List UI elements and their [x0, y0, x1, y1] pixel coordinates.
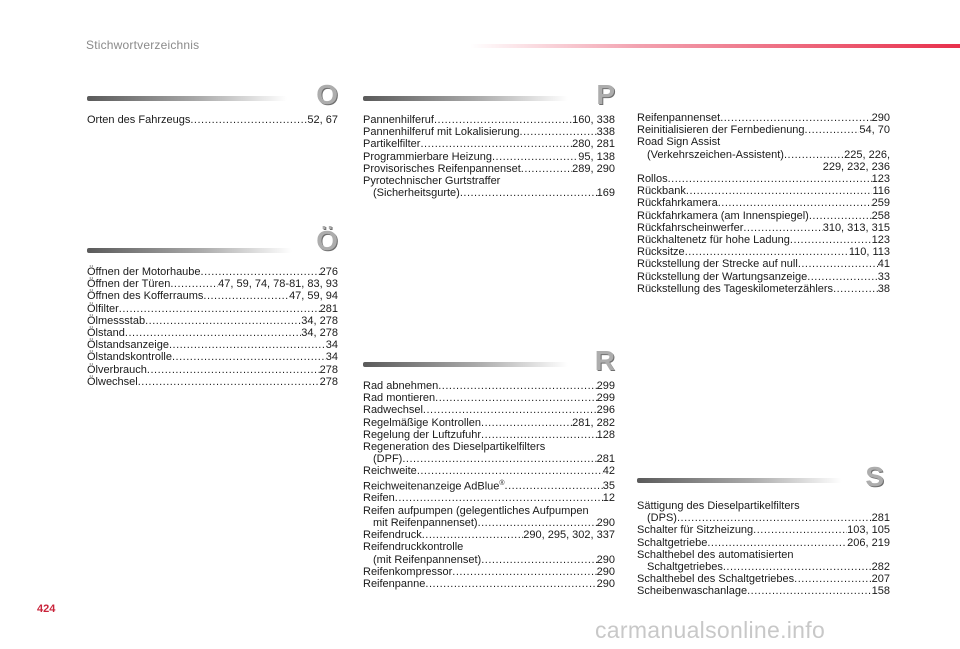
index-entry[interactable]: Pannenhilferuf ..... 160, 338: [363, 114, 615, 126]
index-entry[interactable]: Schalter für Sitzheizung ..... 103, 105: [637, 524, 890, 536]
index-entry[interactable]: Sättigung des Dieselpartikelfilters (DPS) ..... 281: [637, 500, 890, 524]
index-entry[interactable]: Rückstellung der Wartungsanzeige ..... 33: [637, 271, 890, 283]
index-entry[interactable]: Rückstellung des Tageskilometerzählers ..... 38: [637, 283, 890, 295]
index-list: [637, 500, 890, 598]
index-entry[interactable]: Reifenpanne ..... 290: [363, 578, 615, 590]
index-entry[interactable]: Pannenhilferuf mit Lokalisierung ..... 338: [363, 126, 615, 138]
section-divider: [363, 362, 568, 367]
section-divider: [87, 248, 292, 253]
section-divider: [637, 478, 842, 483]
header-accent-bar: [470, 44, 960, 48]
section-o: [87, 79, 338, 126]
index-entry[interactable]: Regelmäßige Kontrollen ..... 281, 282: [363, 417, 615, 429]
index-list: [363, 114, 615, 199]
index-entry[interactable]: Öffnen der Motorhaube ..... 276: [87, 266, 338, 278]
index-entry[interactable]: Reichweitenanzeige AdBlue® ..... 35: [363, 478, 615, 493]
index-list: [363, 380, 615, 590]
index-entry[interactable]: Reifendruck ..... 290, 295, 302, 337: [363, 529, 615, 541]
section-divider: [87, 96, 287, 101]
index-entry[interactable]: Ölfilter ..... 281: [87, 303, 338, 315]
index-entry[interactable]: Öffnen der Türen ..... 47, 59, 74, 78-81, 83, 93: [87, 278, 338, 290]
index-entry[interactable]: Ölstandsanzeige ..... 34: [87, 339, 338, 351]
section-oe: [87, 225, 338, 388]
index-entry[interactable]: Schalthebel des Schaltgetriebes ..... 207: [637, 573, 890, 585]
section-divider: [363, 96, 568, 101]
index-entry[interactable]: Rückfahrkamera (am Innenspiegel) ..... 258: [637, 210, 890, 222]
index-entry[interactable]: Ölmessstab ..... 34, 278: [87, 315, 338, 327]
section-letter: O: [316, 79, 338, 110]
index-entry[interactable]: Öffnen des Kofferraums ..... 47, 59, 94: [87, 290, 338, 302]
index-entry[interactable]: Scheibenwaschanlage ..... 158: [637, 585, 890, 597]
section-letter: P: [596, 79, 615, 110]
index-entry[interactable]: Partikelfilter ..... 280, 281: [363, 138, 615, 150]
index-entry[interactable]: Reifenpannenset ..... 290: [637, 112, 890, 124]
index-entry[interactable]: Rückhaltenetz für hohe Ladung ..... 123: [637, 234, 890, 246]
index-entry[interactable]: Schaltgetriebe ..... 206, 219: [637, 537, 890, 549]
index-entry[interactable]: Ölwechsel ..... 278: [87, 376, 338, 388]
index-entry[interactable]: Rollos ..... 123: [637, 173, 890, 185]
page-header-title: Stichwortverzeichnis: [86, 38, 200, 52]
section-header: [363, 345, 615, 380]
index-list: [87, 266, 338, 388]
section-header: [637, 461, 890, 496]
section-p: [363, 79, 615, 200]
index-entry[interactable]: Programmierbare Heizung ..... 95, 138: [363, 151, 615, 163]
section-letter: Ö: [316, 225, 338, 256]
index-entry[interactable]: Reifen ..... 12: [363, 492, 615, 504]
section-r-continued: [637, 112, 890, 295]
index-entry[interactable]: Rückstellung der Strecke auf null ..... 41: [637, 258, 890, 270]
index-entry[interactable]: Ölstand ..... 34, 278: [87, 327, 338, 339]
index-entry[interactable]: Regeneration des Dieselpartikelfilters (DPF) ..... 281: [363, 441, 615, 465]
index-entry[interactable]: Reifen aufpumpen (gelegentliches Aufpumpen mit Reifenpannenset) ..... 290: [363, 505, 615, 529]
page-number: 424: [37, 603, 56, 615]
index-entry[interactable]: Pyrotechnischer Gurtstraffer (Sicherheitsgurte) ..... 169: [363, 175, 615, 199]
index-entry[interactable]: Rücksitze ..... 110, 113: [637, 246, 890, 258]
index-entry[interactable]: Road Sign Assist (Verkehrszeichen-Assistent) ..... 225, 226, 229, 232, 236: [637, 136, 890, 173]
index-entry[interactable]: Reichweite ..... 42: [363, 465, 615, 477]
section-r: [363, 345, 615, 590]
index-entry[interactable]: Ölstandskontrolle ..... 34: [87, 351, 338, 363]
index-entry[interactable]: Reifendruckkontrolle (mit Reifenpannenset) ..... 290: [363, 541, 615, 565]
index-entry[interactable]: Regelung der Luftzufuhr ..... 128: [363, 429, 615, 441]
section-letter: S: [865, 461, 884, 492]
index-entry[interactable]: Reifenkompressor ..... 290: [363, 566, 615, 578]
section-header: [87, 79, 338, 114]
section-s: [637, 461, 890, 598]
section-letter: R: [594, 345, 615, 376]
index-entry[interactable]: Rad abnehmen ..... 299: [363, 380, 615, 392]
index-entry[interactable]: Rückbank ..... 116: [637, 185, 890, 197]
index-entry[interactable]: Orten des Fahrzeugs ..... 52, 67: [87, 114, 338, 126]
index-list: [87, 114, 338, 126]
section-header: [87, 225, 338, 266]
index-entry[interactable]: Radwechsel ..... 296: [363, 404, 615, 416]
index-list: [637, 112, 890, 295]
index-entry[interactable]: Reinitialisieren der Fernbedienung ..... 54, 70: [637, 124, 890, 136]
index-entry[interactable]: Provisorisches Reifenpannenset ..... 289, 290: [363, 163, 615, 175]
index-entry[interactable]: Rückfahrkamera ..... 259: [637, 197, 890, 209]
index-entry[interactable]: Schalthebel des automatisierten Schaltgetriebes ..... 282: [637, 549, 890, 573]
index-entry[interactable]: Rad montieren ..... 299: [363, 392, 615, 404]
section-header: [363, 79, 615, 114]
index-entry[interactable]: Ölverbrauch ..... 278: [87, 364, 338, 376]
watermark: carmanualsonline.info: [595, 617, 826, 643]
index-entry[interactable]: Rückfahrscheinwerfer ..... 310, 313, 315: [637, 222, 890, 234]
